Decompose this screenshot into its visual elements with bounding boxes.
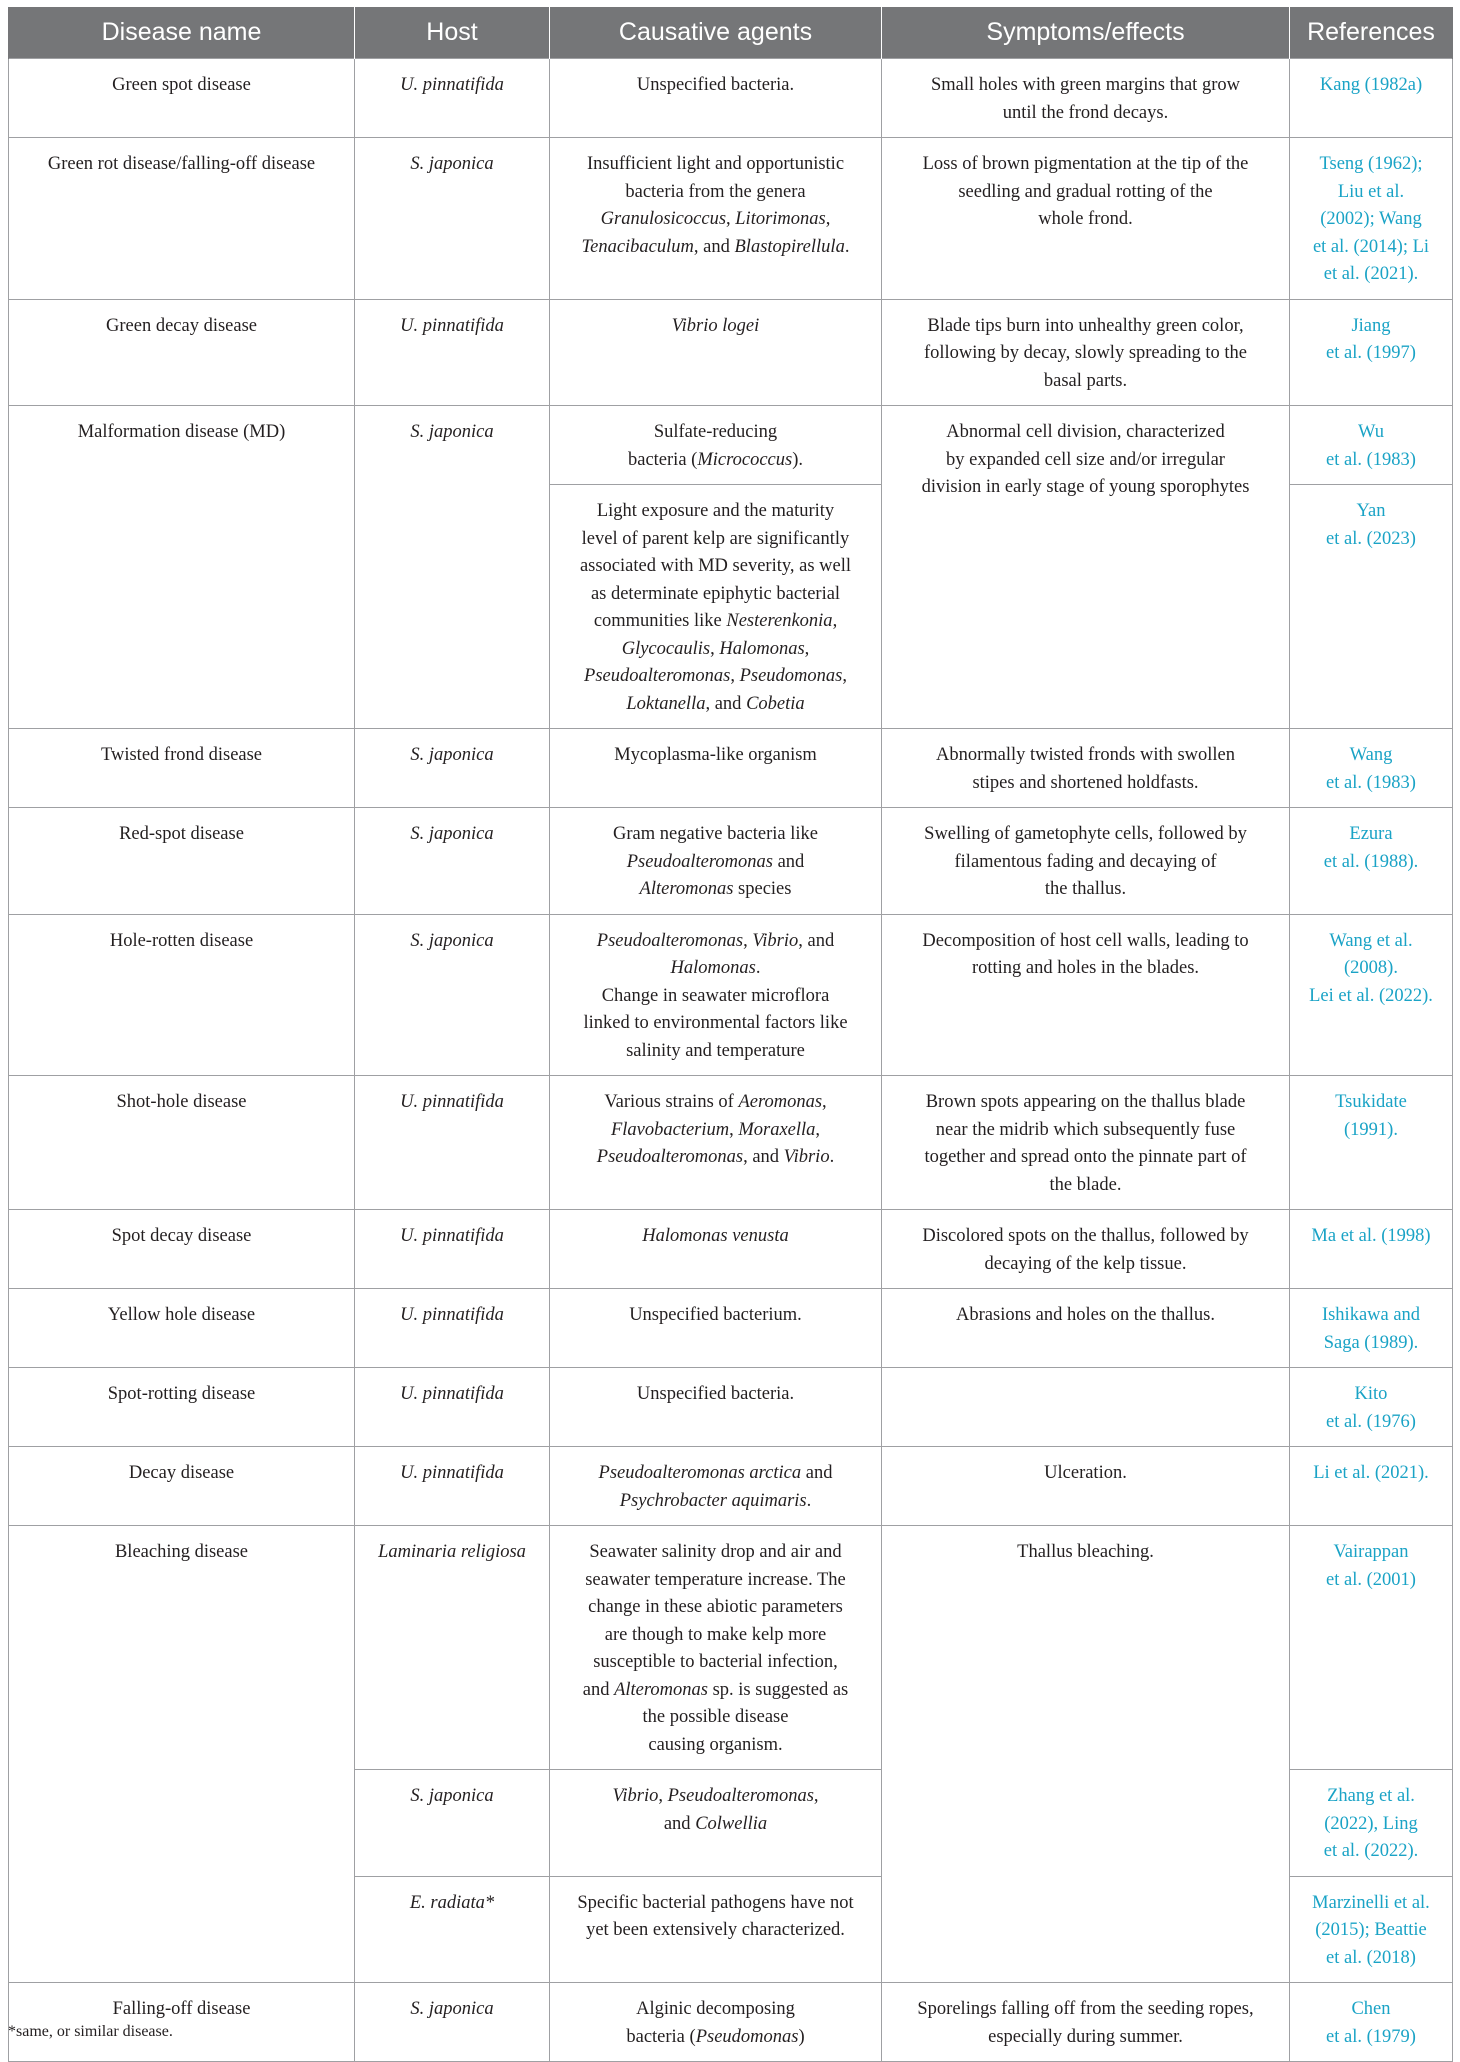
cell-line: Halomonas venusta [642,1226,789,1246]
cell-line: Sporelings falling off from the seeding ropes, [917,1999,1254,2019]
causative-agents [550,1876,882,1983]
table-row [9,1526,1453,1770]
causative-agents [550,1368,882,1447]
cell-line[interactable]: Tsukidate [1335,1092,1407,1112]
cell-line[interactable]: Wang [1349,745,1393,765]
symptoms [882,1210,1290,1289]
cell-line[interactable]: et al. (2021). [1323,264,1419,284]
cell-line[interactable]: et al. (2022). [1323,1841,1419,1861]
host: S. japonica [355,1770,550,1877]
cell-line: linked to environmental factors like [583,1013,848,1033]
cell-line: Ulceration. [1044,1463,1127,1483]
cell-line: rotting and holes in the blades. [971,958,1200,978]
cell-line: Alginic decomposing [636,1999,795,2019]
cell-line[interactable]: Wang et al. [1329,930,1413,951]
host: U. pinnatifida [355,299,550,406]
table-row [9,914,1453,1076]
host: U. pinnatifida [355,1210,550,1289]
cell-line: Sulfate-reducing [653,422,778,442]
cell-line[interactable]: Zhang et al. [1327,1786,1415,1806]
table-row [9,138,1453,300]
cell-line: Unspecified bacteria. [636,1384,795,1404]
reference-link[interactable] [1290,808,1453,915]
cell-line: level of parent kelp are significantly [581,528,850,549]
cell-line: associated with MD severity, as well [579,556,852,576]
causative-agents [550,1289,882,1368]
cell-line[interactable]: Jiang [1351,315,1391,336]
header-causative-agents: Causative agents [550,7,882,59]
cell-line: Pseudoalteromonas, Pseudomonas, [584,666,847,686]
cell-line: Granulosicoccus, Litorimonas, [600,209,831,229]
causative-agents [550,299,882,406]
disease-name: Spot-rotting disease [9,1368,355,1447]
causative-agents [550,808,882,915]
cell-line: the blade. [1049,1174,1122,1195]
disease-name: Yellow hole disease [9,1289,355,1368]
host: E. radiata* [355,1876,550,1983]
cell-line: Vibrio logei [671,315,760,336]
disease-name: Malformation disease (MD) [9,406,355,729]
disease-table [8,7,1453,2062]
cell-line[interactable]: et al. (2023) [1326,528,1416,549]
host: S. japonica [355,406,550,729]
cell-line: Unspecified bacteria. [636,75,795,95]
cell-line[interactable]: Vairappan [1333,1542,1409,1562]
cell-line[interactable]: et al. (1976) [1326,1411,1416,1432]
cell-line[interactable]: Saga (1989). [1323,1332,1419,1353]
causative-agents [550,1447,882,1526]
cell-line: until the frond decays. [1002,102,1169,123]
cell-line[interactable]: et al. (1979) [1326,2026,1416,2047]
table-row [9,729,1453,808]
host: S. japonica [355,729,550,808]
header-disease-name: Disease name [9,7,355,59]
reference-link[interactable] [1290,1876,1453,1983]
host: U. pinnatifida [355,1076,550,1210]
header-host: Host [355,7,550,59]
causative-agents [550,138,882,300]
reference-link[interactable] [1290,1447,1453,1526]
table-footnote: *same, or similar disease. [8,2023,173,2040]
cell-line: Mycoplasma-like organism [614,745,817,765]
host: U. pinnatifida [355,59,550,138]
cell-line: Pseudoalteromonas, and Vibrio. [596,1147,835,1167]
cell-line: stipes and shortened holdfasts. [972,772,1199,793]
host: S. japonica [355,138,550,300]
disease-name: Spot decay disease [9,1210,355,1289]
cell-line: seedling and gradual rotting of the [958,181,1213,202]
disease-name: Decay disease [9,1447,355,1526]
reference-link[interactable] [1290,914,1453,1076]
table-row [9,1289,1453,1368]
reference-link[interactable] [1290,485,1453,729]
cell-line: following by decay, slowly spreading to the [923,343,1247,363]
cell-line: communities like Nesterenkonia, [593,611,838,631]
symptoms [882,1368,1290,1447]
disease-name: Green decay disease [9,299,355,406]
table-row [9,59,1453,138]
symptoms [882,914,1290,1076]
reference-link[interactable] [1290,138,1453,300]
causative-agents [550,485,882,729]
cell-line[interactable]: Ishikawa and [1321,1305,1421,1325]
cell-line[interactable]: Li et al. (2021). [1313,1463,1429,1483]
cell-line: salinity and temperature [626,1040,805,1061]
symptoms [882,1289,1290,1368]
cell-line: Abrasions and holes on the thallus. [956,1305,1215,1325]
cell-line[interactable]: (2002); Wang [1320,209,1422,229]
header-references: References [1290,7,1453,59]
cell-line: basal parts. [1043,370,1128,391]
cell-line: Loss of brown pigmentation at the tip of the [922,154,1249,174]
cell-line: Discolored spots on the thallus, followed by [922,1226,1249,1246]
cell-line: bacteria (Micrococcus). [628,449,803,470]
cell-line: Pseudoalteromonas, Vibrio, and [596,930,835,951]
disease-name: Shot-hole disease [9,1076,355,1210]
table-row [9,1368,1453,1447]
reference-link[interactable] [1290,299,1453,406]
cell-line: Small holes with green margins that grow [931,75,1240,95]
cell-line: the thallus. [1044,879,1127,899]
table-row [9,406,1453,485]
reference-link[interactable] [1290,406,1453,485]
symptoms [882,729,1290,808]
cell-line[interactable]: et al. (2001) [1326,1569,1416,1590]
header-symptoms: Symptoms/effects [882,7,1290,59]
cell-line: Decomposition of host cell walls, leading to [922,930,1249,951]
cell-line: Pseudoalteromonas and [626,851,805,872]
cell-line: Abnormally twisted fronds with swollen [935,745,1236,765]
cell-line: yet been extensively characterized. [586,1920,845,1940]
cell-line: Various strains of Aeromonas, [604,1092,827,1112]
reference-link[interactable] [1290,1368,1453,1447]
cell-line: Unspecified bacterium. [629,1305,802,1325]
disease-name: Green rot disease/falling-off disease [9,138,355,300]
cell-line: susceptible to bacterial infection, [593,1652,838,1672]
disease-name: Bleaching disease [9,1526,355,1983]
cell-line[interactable]: et al. (2014); Li [1312,236,1430,257]
cell-line[interactable]: Kang (1982a) [1319,75,1423,95]
cell-line: change in these abiotic parameters [588,1597,843,1617]
cell-line[interactable]: et al. (1988). [1323,851,1419,872]
cell-line[interactable]: Ma et al. (1998) [1311,1226,1431,1246]
reference-link[interactable] [1290,1076,1453,1210]
host: S. japonica [355,808,550,915]
disease-name: Green spot disease [9,59,355,138]
reference-link[interactable] [1290,1210,1453,1289]
disease-name: Red-spot disease [9,808,355,915]
causative-agents [550,59,882,138]
table-row [9,1210,1453,1289]
cell-line: Glycocaulis, Halomonas, [621,638,810,659]
causative-agents [550,729,882,808]
cell-line: by expanded cell size and/or irregular [946,449,1225,470]
host: U. pinnatifida [355,1368,550,1447]
cell-line[interactable]: Chen [1351,1999,1391,2019]
symptoms [882,406,1290,729]
symptoms [882,1076,1290,1210]
cell-line: seawater temperature increase. The [585,1569,846,1590]
causative-agents [550,406,882,485]
cell-line: Light exposure and the maturity [596,501,835,521]
cell-line: decaying of the kelp tissue. [984,1253,1187,1274]
cell-line: Brown spots appearing on the thallus blade [925,1092,1246,1112]
table-row [9,299,1453,406]
cell-line: especially during summer. [988,2026,1183,2047]
cell-line: as determinate epiphytic bacterial [590,583,841,604]
table-header-row [9,7,1453,59]
cell-line: Halomonas. [670,958,761,978]
cell-line: Flavobacterium, Moraxella, [610,1119,821,1140]
host: U. pinnatifida [355,1447,550,1526]
cell-line: Insufficient light and opportunistic [586,154,845,174]
cell-line: Blade tips burn into unhealthy green color, [927,315,1244,336]
symptoms [882,299,1290,406]
cell-line[interactable]: (2015); Beattie [1315,1920,1427,1940]
cell-line: Alteromonas species [639,879,792,899]
cell-line: causing organism. [648,1734,783,1755]
cell-line[interactable]: Liu et al. [1337,181,1405,202]
causative-agents [550,1076,882,1210]
host: U. pinnatifida [355,1289,550,1368]
table-row [9,1447,1453,1526]
cell-line: and Alteromonas sp. is suggested as [582,1679,849,1700]
cell-line[interactable]: et al. (1983) [1326,449,1416,470]
cell-line: bacteria (Pseudomonas) [626,2026,805,2047]
cell-line[interactable]: Tseng (1962); [1319,154,1423,174]
cell-line: Thallus bleaching. [1017,1542,1154,1562]
disease-name: Falling-off disease [9,1983,355,2062]
cell-line[interactable]: Kito [1354,1384,1388,1404]
cell-line: division in early stage of young sporophytes [921,477,1250,497]
cell-line[interactable]: et al. (1997) [1326,343,1416,363]
cell-line: Vibrio, Pseudoalteromonas, [612,1786,819,1806]
host: S. japonica [355,1983,550,2062]
causative-agents [550,1210,882,1289]
cell-line: Seawater salinity drop and air and [589,1542,842,1562]
cell-line: and Colwellia [663,1813,768,1834]
reference-link[interactable] [1290,59,1453,138]
cell-line: the possible disease [642,1707,789,1727]
disease-name: Twisted frond disease [9,729,355,808]
cell-line: filamentous fading and decaying of [954,851,1217,872]
cell-line: Specific bacterial pathogens have not [577,1892,854,1913]
cell-line: Loktanella, and Cobetia [626,693,805,714]
cell-line: Tenacibaculum, and Blastopirellula. [581,236,850,257]
cell-line[interactable]: Lei et al. (2022). [1309,985,1433,1006]
symptoms [882,138,1290,300]
symptoms [882,59,1290,138]
cell-line: Swelling of gametophyte cells, followed by [924,824,1247,844]
cell-line: Gram negative bacteria like [613,824,818,844]
symptoms [882,1526,1290,1983]
cell-line: bacteria from the genera [625,181,806,202]
cell-line[interactable]: Wu [1358,422,1384,442]
symptoms [882,1447,1290,1526]
host: S. japonica [355,914,550,1076]
cell-line: Psychrobacter aquimaris. [619,1490,812,1511]
cell-line: are though to make kelp more [604,1624,827,1645]
cell-line[interactable]: et al. (1983) [1326,772,1416,793]
cell-line: together and spread onto the pinnate part of [924,1147,1247,1167]
cell-line[interactable]: et al. (2018) [1326,1947,1416,1968]
reference-link[interactable] [1290,1526,1453,1770]
causative-agents [550,1526,882,1770]
cell-line[interactable]: Ezura [1349,824,1393,844]
cell-line[interactable]: Yan [1356,501,1386,521]
cell-line: whole frond. [1038,209,1133,229]
host: Laminaria religiosa [355,1526,550,1770]
cell-line: Abnormal cell division, characterized [946,422,1225,442]
cell-line[interactable]: (1991). [1344,1119,1398,1140]
reference-link[interactable] [1290,729,1453,808]
cell-line[interactable]: Marzinelli et al. [1312,1892,1430,1913]
cell-line: near the midrib which subsequently fuse [935,1119,1236,1140]
table-row [9,808,1453,915]
causative-agents [550,1770,882,1877]
causative-agents [550,914,882,1076]
reference-link[interactable] [1290,1289,1453,1368]
cell-line: Pseudoalteromonas arctica and [598,1463,833,1483]
cell-line[interactable]: (2022), Ling [1324,1813,1418,1834]
table-row [9,1076,1453,1210]
disease-name: Hole-rotten disease [9,914,355,1076]
cell-line[interactable]: (2008). [1344,958,1398,978]
symptoms [882,808,1290,915]
reference-link[interactable] [1290,1770,1453,1877]
cell-line: Change in seawater microflora [601,985,830,1006]
